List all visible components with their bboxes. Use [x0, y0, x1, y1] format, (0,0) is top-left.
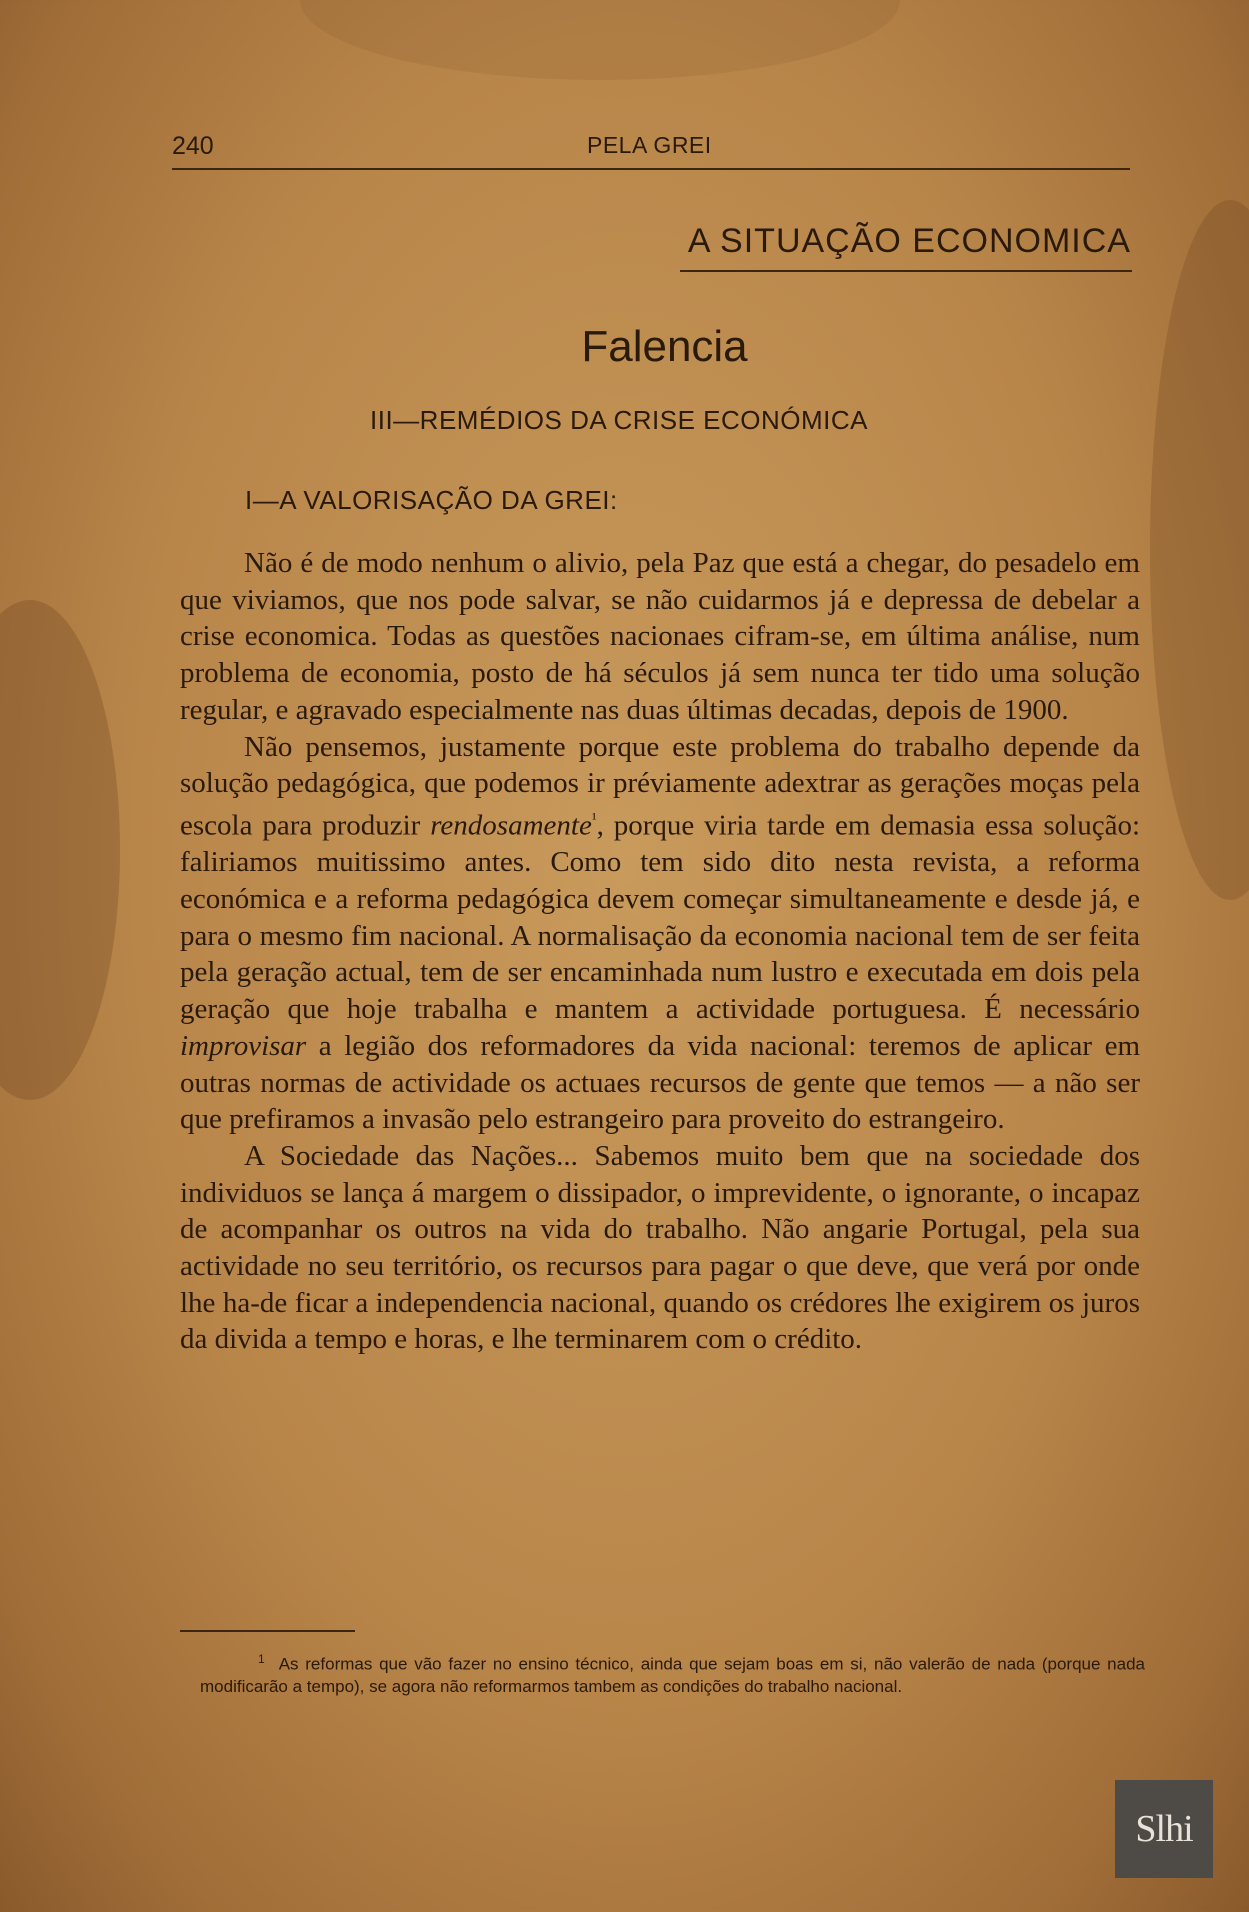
paper-stain [300, 0, 900, 80]
paragraph-1: Não é de modo nenhum o alivio, pela Paz que está a chegar, do pesadelo em que viviamos, que nos pode salvar, se não cuidarmos já e depressa de debelar a crise economica. Todas as questões nacionaes cifram-se, em última análise, num problema de economia, posto de há séculos já sem nunca ter tido uma solução regular, e agravado especialmente nas duas últimas decadas, depois de 1900. [180, 547, 1140, 726]
section-title-underline [680, 270, 1132, 272]
paragraph-2 [180, 729, 1140, 1138]
footnote-reference: ¹ [591, 810, 597, 828]
section-title: A SITUAÇÃO ECONOMICA [687, 222, 1131, 260]
paper-stain [0, 600, 120, 1100]
emphasis-rendosamente: rendosamente [430, 809, 592, 842]
paragraph-2-text-c: a legião dos reformadores da vida nacional: teremos de aplicar em outras normas de actividade os actuaes recursos de gente que temos — a não ser que prefiramos a invasão pelo estrangeiro para proveito do estrangeiro. [180, 1029, 1140, 1136]
running-title: PELA GREI [587, 132, 712, 158]
page-header [172, 128, 1130, 170]
footnote-divider [180, 1630, 355, 1632]
paragraph-3: A Sociedade das Nações... Sabemos muito bem que na sociedade dos individuos se lança á margem o dissipador, o imprevidente, o ignorante, o incapaz de acompanhar os outros na vida do trabalho. Não angarie Portugal, pela sua actividade no seu território, os recursos para pagar o que deve, que verá por onde lhe ha-de ficar a independencia nacional, quando os crédores lhe exigirem os juros da divida a tempo e horas, e lhe terminarem com o crédito. [180, 1139, 1140, 1356]
paragraph-2-text-a: Não pensemos, justamente porque este problema do trabalho depende da solução pedagógica, que podemos ir préviamente adextrar as gerações moças pela escola para produzir [180, 730, 1140, 842]
library-logo: Slhi [1115, 1780, 1213, 1878]
footnote [200, 1648, 1145, 1698]
sub-heading: I—A VALORISAÇÃO DA GREI: [245, 485, 618, 515]
article-body [180, 545, 1140, 1358]
page-number: 240 [172, 132, 214, 160]
paragraph-2-text-b: , porque viria tarde em demasia essa solução: faliriamos muitissimo antes. Como tem sido dito nesta revista, a reforma económica e a reforma pedagógica devem começar simultaneamente e desde já, e para o mesmo fim nacional. A normalisação da economia nacional tem de ser feita pela geração actual, tem de ser encaminhada num lustro e executada em dois pela geração que hoje trabalha e mantem a actividade portuguesa. É necessário [180, 809, 1141, 1026]
article-title: Falencia [581, 322, 748, 371]
footnote-text: As reformas que vão fazer no ensino técnico, ainda que sejam boas em si, não valerão de nada (porque nada modificarão a tempo), se agora não reformarmos tambem as condições do trabalho nacional. [200, 1654, 1145, 1696]
part-heading: III—REMÉDIOS DA CRISE ECONÓMICA [370, 405, 869, 435]
footnote-mark: 1 [258, 1652, 265, 1666]
emphasis-improvisar: improvisar [180, 1029, 307, 1062]
paper-stain [1150, 200, 1249, 900]
